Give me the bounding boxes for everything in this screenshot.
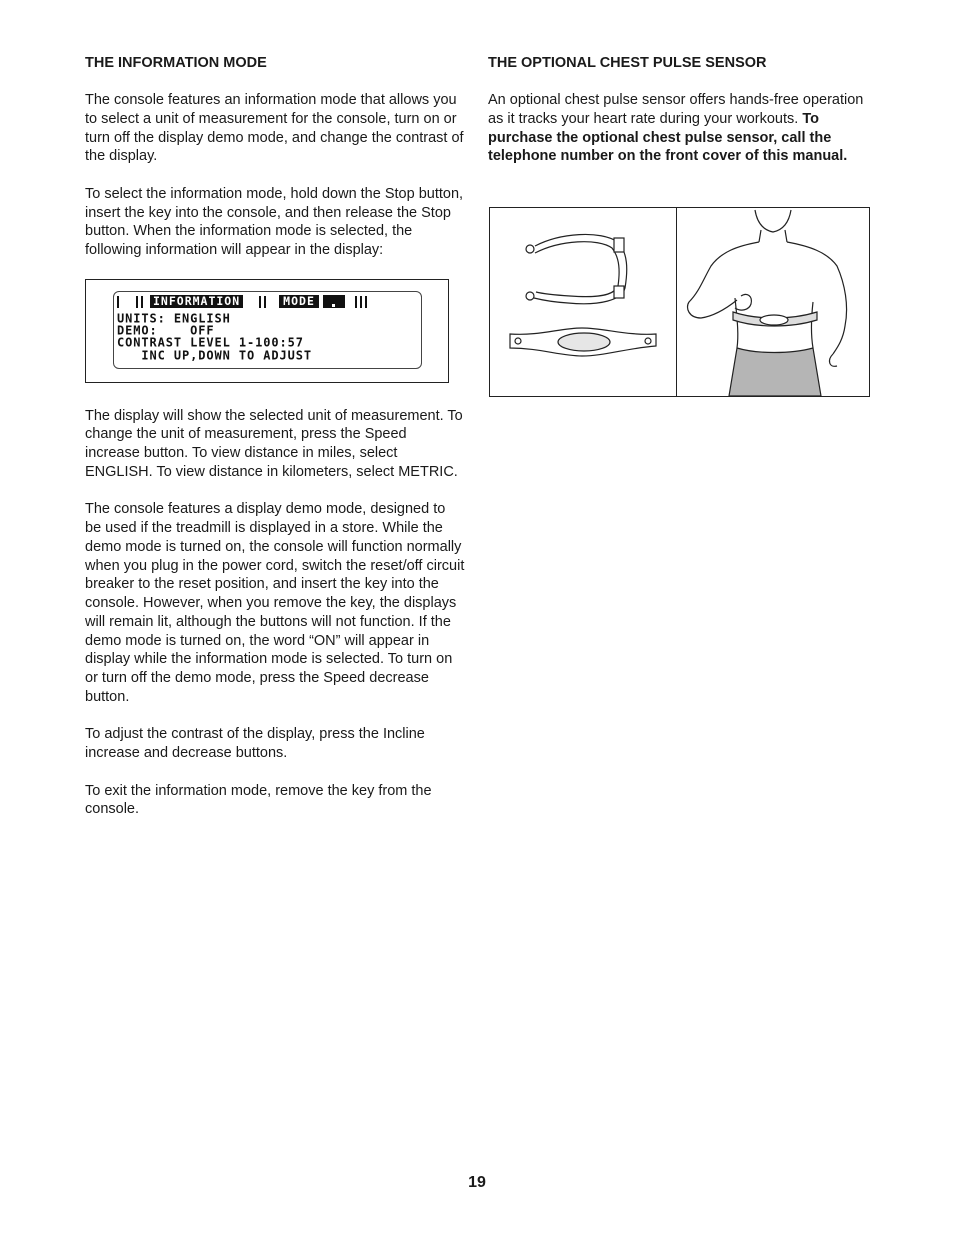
wearer-illustration (677, 208, 869, 396)
lcd-title-text: INFORMATION (150, 295, 243, 308)
lcd-units-line: UNITS: ENGLISH (117, 310, 231, 326)
chest-sensor-paragraph (488, 91, 870, 166)
left-column (85, 54, 465, 838)
lcd-demo-line: DEMO: OFF (117, 322, 215, 338)
information-mode-heading: THE INFORMATION MODE (85, 55, 267, 71)
chest-sensor-text: An optional chest pulse sensor offers hands-free operation as it tracks your heart rate during your workouts. (488, 92, 864, 127)
lcd-indicator (323, 295, 345, 308)
chest-sensor-heading: THE OPTIONAL CHEST PULSE SENSOR (488, 55, 767, 71)
lcd-title-bar (117, 295, 417, 309)
exit-paragraph: To exit the information mode, remove the key from the console. (85, 782, 432, 818)
console-display-figure (85, 279, 449, 383)
contrast-paragraph: To adjust the contrast of the display, press the Incline increase and decrease buttons. (85, 726, 425, 761)
right-column (488, 54, 870, 185)
units-paragraph: The display will show the selected unit of measurement. To change the unit of measurement, press the Speed increase button. To view distance in miles, select ENGLISH. To view distance in kilometers, select METRIC. (85, 407, 463, 480)
chest-sensor-illustration (489, 207, 870, 397)
purchase-instructions: To purchase the optional chest pulse sensor, call the telephone number on the front cover of this manual. (488, 110, 848, 165)
lcd-screen (113, 291, 422, 369)
page-number: 19 (468, 1174, 486, 1191)
intro-paragraph: The console features an information mode that allows you to select a unit of measurement for the console, turn on or turn off the display demo mode, and change the contrast of the display. (85, 92, 464, 165)
strap-illustration (490, 208, 676, 396)
demo-mode-paragraph: The console features a display demo mode, designed to be used if the treadmill is displayed in a store. While the demo mode is turned on, the console will function normally when you plug in the power cord, switch the reset/off circuit breaker to the reset position, and insert the key into the console. However, when you remove the key, the displays will remain lit, although the buttons will not function. If the demo mode is turned on, the word “ON” will appear in display while the information mode is selected. To turn on or turn off the demo mode, press the Speed decrease button. (85, 501, 465, 705)
lcd-contrast-line: CONTRAST LEVEL 1-100:57 (117, 335, 304, 350)
lcd-adjust-line: INC UP,DOWN TO ADJUST (117, 347, 312, 363)
lcd-mode-text: MODE (279, 295, 319, 308)
select-mode-paragraph: To select the information mode, hold down the Stop button, insert the key into the console, and then release the Stop button. When the information mode is selected, the following information will appear in the display: (85, 185, 464, 258)
